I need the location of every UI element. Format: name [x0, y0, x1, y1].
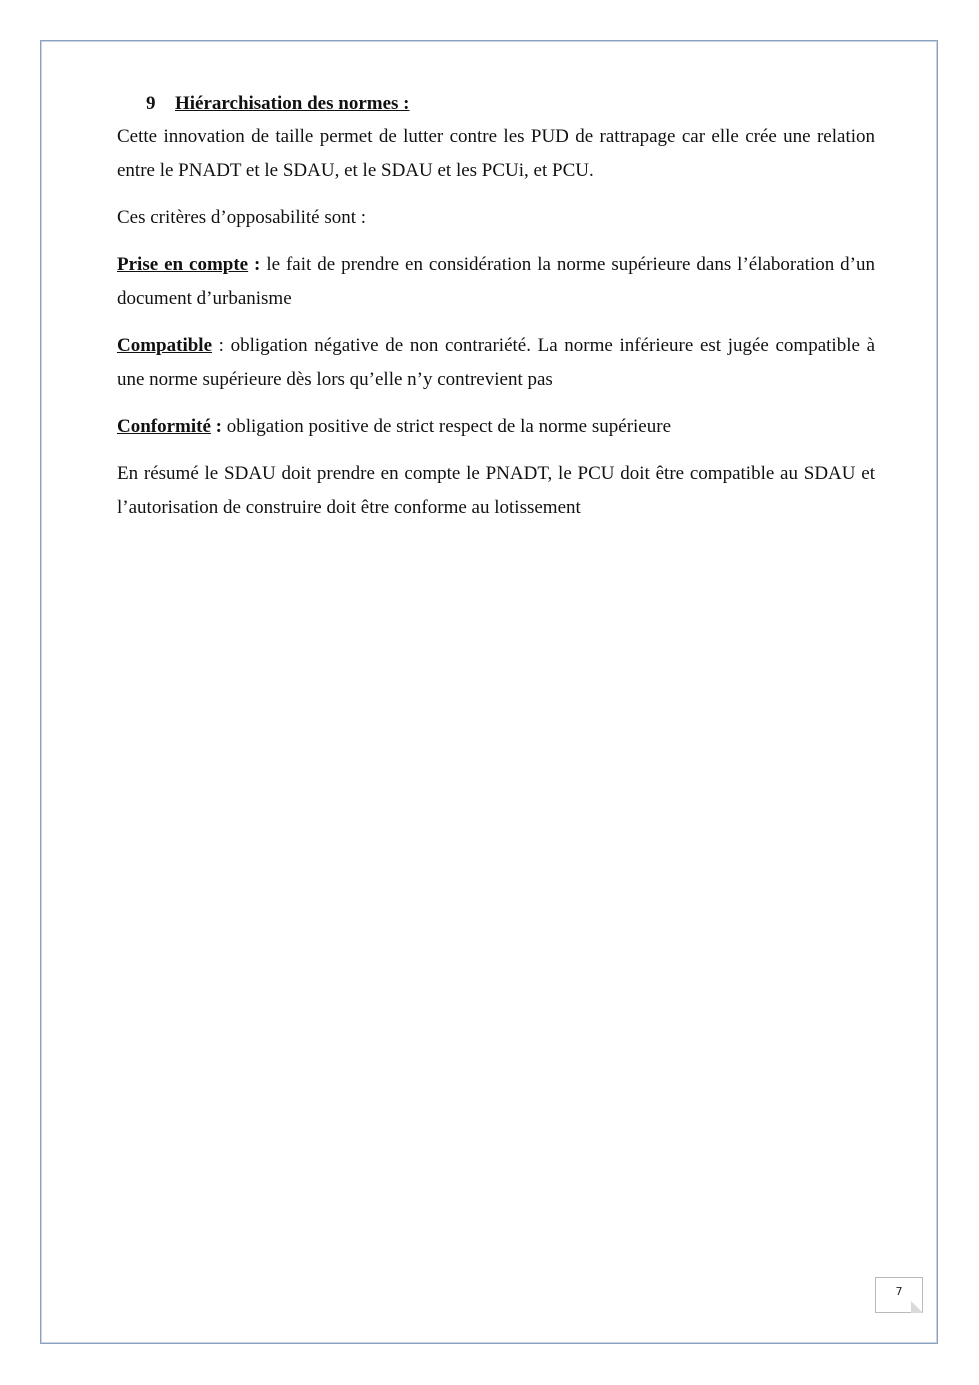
- definition-text: : obligation négative de non contrariété. La norme inférieure est jugée compatible à une norme supérieure dès lors qu’elle n’y contrevient pas: [117, 335, 875, 390]
- criteria-lead-paragraph: Ces critères d’opposabilité sont :: [117, 207, 367, 228]
- section-heading: [146, 90, 875, 118]
- definition-term: Prise en compte: [117, 254, 249, 275]
- page-curl-icon: [911, 1301, 923, 1313]
- definition-term: Compatible: [117, 335, 212, 356]
- definition-separator: :: [248, 254, 261, 275]
- definition-text: le fait de prendre en considération la norme supérieure dans l’élaboration d’un document d’urbanisme: [117, 254, 875, 309]
- document-body: [117, 90, 875, 538]
- definition-separator: :: [210, 416, 222, 437]
- page-number-box: [875, 1277, 923, 1313]
- section-number: 9: [146, 93, 156, 114]
- definition-term: Conformité: [117, 416, 211, 437]
- definition-conformite: [117, 410, 875, 444]
- definition-compatible: [117, 329, 875, 397]
- definition-text: obligation positive de strict respect de la norme supérieure: [222, 416, 671, 437]
- summary-paragraph: En résumé le SDAU doit prendre en compte le PNADT, le PCU doit être compatible au SDAU et l’autorisation de construire doit être conforme au lotissement: [117, 463, 875, 518]
- intro-paragraph: Cette innovation de taille permet de lutter contre les PUD de rattrapage car elle crée une relation entre le PNADT et le SDAU, et le SDAU et les PCUi, et PCU.: [117, 126, 875, 181]
- definition-prise-en-compte: [117, 248, 875, 316]
- page-number: 7: [895, 1285, 903, 1298]
- section-title: Hiérarchisation des normes :: [175, 93, 410, 114]
